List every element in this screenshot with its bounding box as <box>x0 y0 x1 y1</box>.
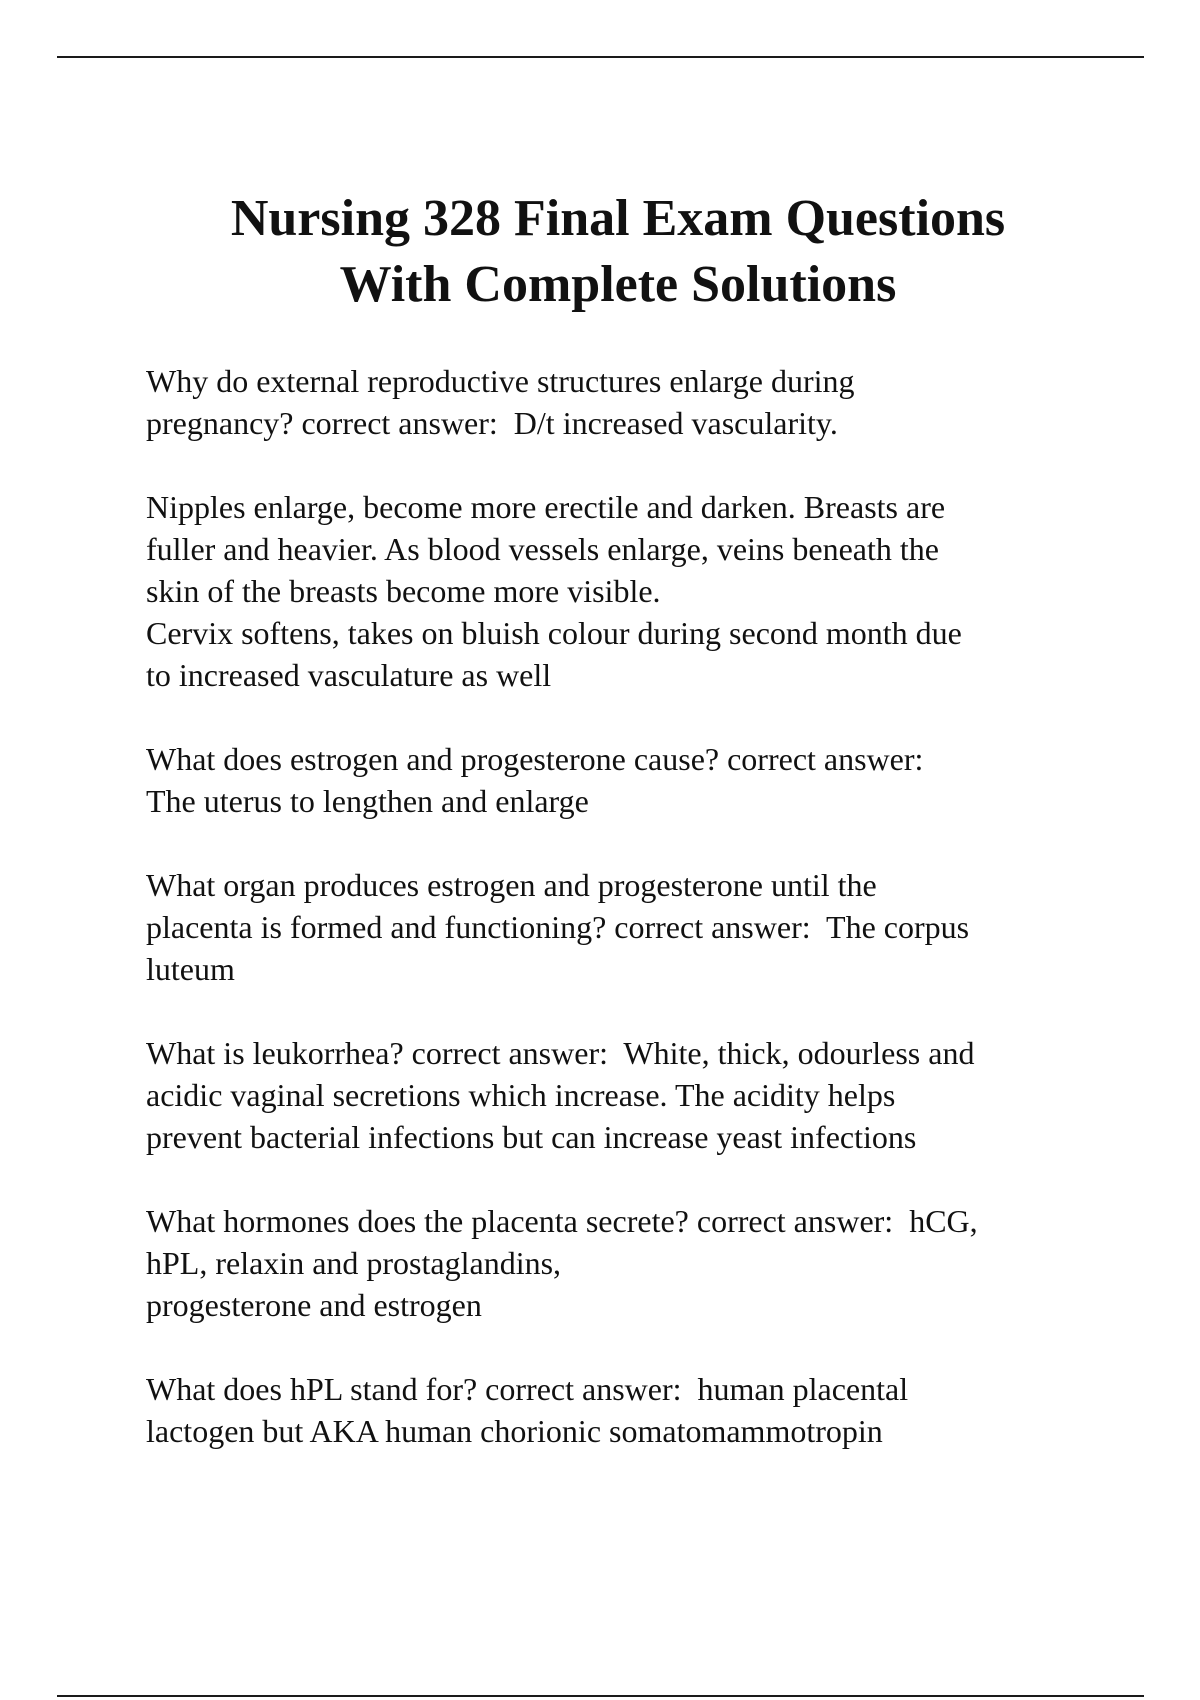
text-line: prevent bacterial infections but can increase yeast infections <box>146 1119 917 1155</box>
qa-block <box>146 738 1106 822</box>
text-line: to increased vasculature as well <box>146 657 552 693</box>
text-line: progesterone and estrogen <box>146 1287 482 1323</box>
text-line: What organ produces estrogen and progesterone until the <box>146 867 877 903</box>
qa-block <box>146 486 1106 696</box>
text-line: Cervix softens, takes on bluish colour during second month due <box>146 615 962 651</box>
text-line: pregnancy? correct answer: D/t increased vascularity. <box>146 405 838 441</box>
text-line: acidic vaginal secretions which increase. The acidity helps <box>146 1077 896 1113</box>
bottom-divider <box>57 1695 1144 1697</box>
top-divider <box>57 56 1144 58</box>
text-line: What does hPL stand for? correct answer: human placental <box>146 1371 909 1407</box>
text-line: placenta is formed and functioning? correct answer: The corpus <box>146 909 970 945</box>
document-body <box>146 360 1106 1494</box>
text-line: What hormones does the placenta secrete? correct answer: hCG, <box>146 1203 978 1239</box>
text-line: Why do external reproductive structures enlarge during <box>146 363 855 399</box>
text-line: The uterus to lengthen and enlarge <box>146 783 589 819</box>
text-line: Nipples enlarge, become more erectile and darken. Breasts are <box>146 489 946 525</box>
page-title <box>0 186 1200 318</box>
qa-block <box>146 1032 1106 1158</box>
text-line: skin of the breasts become more visible. <box>146 573 661 609</box>
text-line: What does estrogen and progesterone cause? correct answer: <box>146 741 924 777</box>
qa-block <box>146 1200 1106 1326</box>
qa-block <box>146 360 1106 444</box>
qa-block <box>146 1368 1106 1452</box>
title-line: With Complete Solutions <box>339 256 897 313</box>
text-line: hPL, relaxin and prostaglandins, <box>146 1245 562 1281</box>
title-line: Nursing 328 Final Exam Questions <box>230 190 1006 247</box>
text-line: fuller and heavier. As blood vessels enlarge, veins beneath the <box>146 531 939 567</box>
text-line: What is leukorrhea? correct answer: White, thick, odourless and <box>146 1035 975 1071</box>
text-line: luteum <box>146 951 235 987</box>
qa-block <box>146 864 1106 990</box>
text-line: lactogen but AKA human chorionic somatomammotropin <box>146 1413 883 1449</box>
